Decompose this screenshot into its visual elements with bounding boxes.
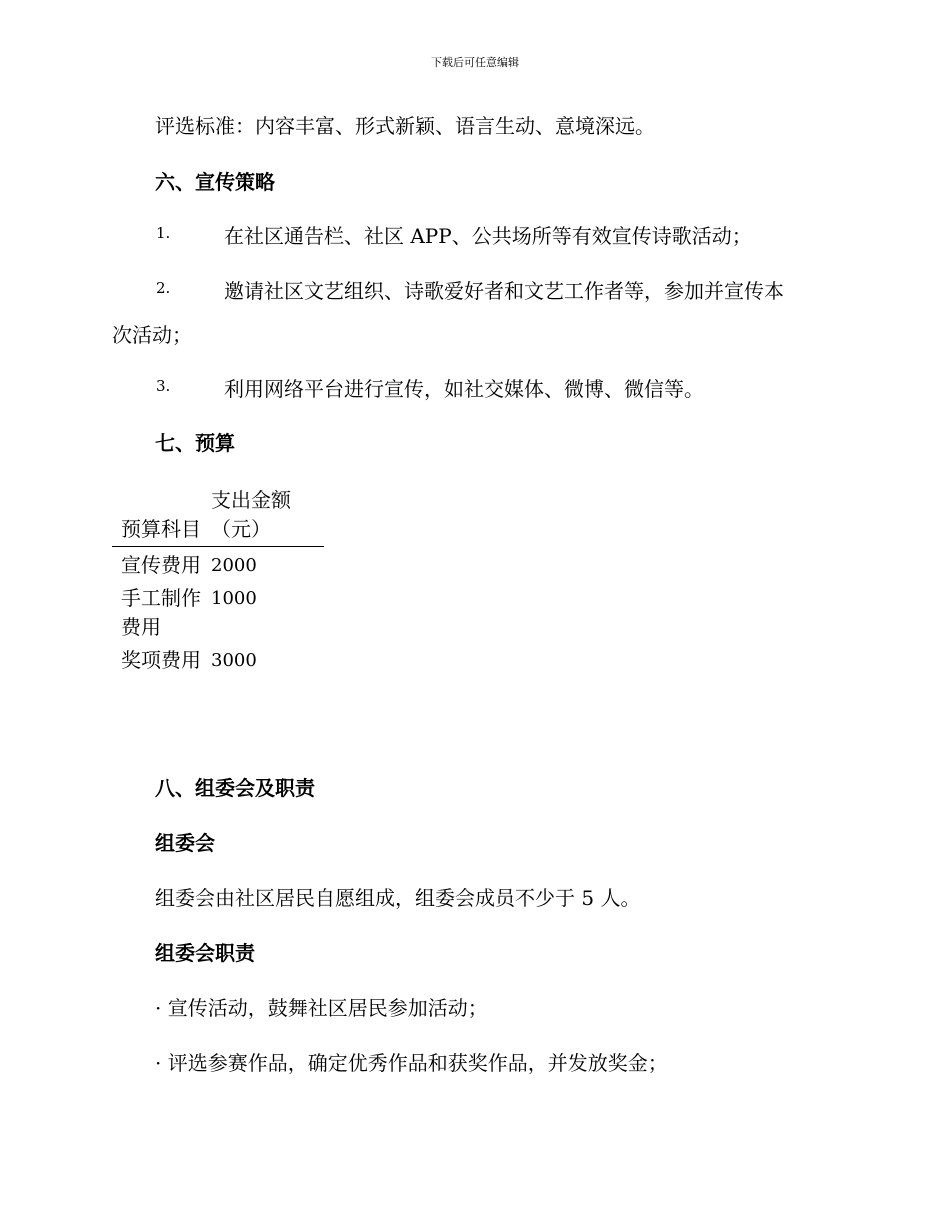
section-7-title: 七、预算 bbox=[155, 431, 235, 455]
table-cell: 宣传费用 bbox=[121, 553, 201, 577]
header-cell-amount: 支出金额（元） bbox=[202, 486, 295, 547]
committee-heading: 组委会 bbox=[155, 831, 215, 855]
table-cell: 2000 bbox=[211, 555, 257, 576]
list-number: 3. bbox=[156, 377, 171, 395]
table-header-row bbox=[112, 486, 324, 547]
table-cell: 奖项费用 bbox=[121, 648, 201, 672]
list-text-continuation: 次活动； bbox=[112, 323, 192, 347]
list-number: 2. bbox=[156, 279, 171, 297]
list-text: 在社区通告栏、社区 APP、公共场所等有效宣传诗歌活动； bbox=[224, 224, 752, 248]
list-text: 邀请社区文艺组织、诗歌爱好者和文艺工作者等，参加并宣传本 bbox=[224, 279, 784, 303]
committee-duties-heading: 组委会职责 bbox=[155, 941, 255, 965]
list-number: 1. bbox=[156, 224, 171, 242]
criteria-text: 评选标准：内容丰富、形式新颖、语言生动、意境深远。 bbox=[155, 114, 655, 138]
bullet-item: · 宣传活动，鼓舞社区居民参加活动； bbox=[155, 996, 488, 1020]
table-cell: 1000 bbox=[211, 588, 257, 609]
table-row bbox=[112, 547, 324, 581]
bullet-item: · 评选参赛作品，确定优秀作品和获奖作品，并发放奖金； bbox=[155, 1051, 668, 1075]
table-row bbox=[112, 642, 324, 675]
table-row bbox=[112, 580, 324, 642]
section-8-title: 八、组委会及职责 bbox=[155, 776, 315, 800]
committee-description: 组委会由社区居民自愿组成，组委会成员不少于 5 人。 bbox=[155, 886, 641, 910]
page-header: 下载后可任意编辑 bbox=[431, 56, 519, 69]
table-cell: 3000 bbox=[211, 650, 257, 671]
table-cell: 手工制作费用 bbox=[121, 586, 201, 639]
budget-table bbox=[112, 486, 324, 675]
header-cell-item: 预算科目 bbox=[112, 486, 202, 547]
list-text: 利用网络平台进行宣传，如社交媒体、微博、微信等。 bbox=[224, 377, 704, 401]
section-6-title: 六、宣传策略 bbox=[155, 170, 275, 194]
